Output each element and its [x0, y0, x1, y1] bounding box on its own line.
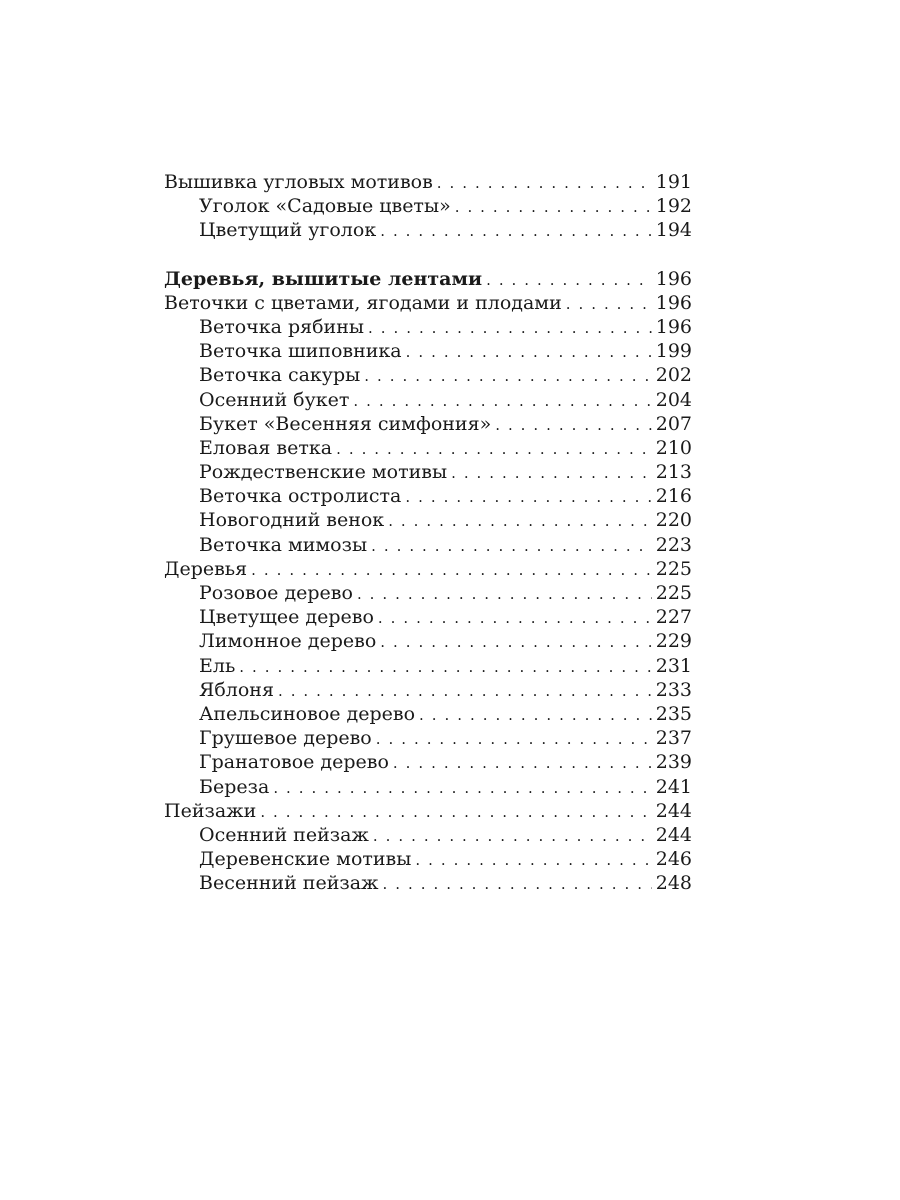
toc-entry	[164, 629, 692, 653]
toc-entry-title: Осенний пейзаж	[199, 823, 369, 846]
toc-entry	[164, 291, 692, 315]
dot-leader	[383, 872, 652, 896]
toc-entry-title: Ель	[199, 654, 236, 677]
toc-entry-title: Веточка мимозы	[199, 533, 368, 556]
toc-entry-page: 227	[655, 606, 692, 629]
toc-entry-title: Новогодний венок	[199, 509, 385, 532]
dot-leader	[239, 655, 651, 679]
toc-entry-title: Деревья, вышитые лентами	[164, 267, 483, 290]
toc-entry	[164, 460, 692, 484]
table-of-contents	[164, 170, 692, 895]
dot-leader	[486, 268, 652, 292]
toc-entry-page: 202	[655, 364, 692, 387]
toc-entry-page: 196	[655, 291, 692, 314]
toc-entry	[164, 678, 692, 702]
toc-entry	[164, 412, 692, 436]
dot-leader	[419, 703, 652, 727]
dot-leader	[273, 776, 651, 800]
toc-entry	[164, 871, 692, 895]
toc-entry-title: Цветущий уголок	[199, 219, 377, 242]
toc-entry-title: Цветущее дерево	[199, 606, 374, 629]
toc-entry-page: 231	[655, 654, 692, 677]
toc-section-heading	[164, 267, 692, 291]
toc-entry	[164, 726, 692, 750]
dot-leader	[278, 679, 652, 703]
toc-entry-page: 244	[655, 799, 692, 822]
toc-entry	[164, 581, 692, 605]
toc-entry-page: 220	[655, 509, 692, 532]
toc-entry-page: 196	[655, 315, 692, 338]
toc-entry-page: 191	[655, 171, 692, 193]
toc-entry	[164, 363, 692, 387]
dot-leader	[364, 364, 651, 388]
toc-entry-page: 244	[655, 823, 692, 846]
dot-leader	[455, 195, 652, 219]
dot-leader	[451, 461, 652, 485]
toc-entry-title: Уголок «Садовые цветы»	[199, 195, 451, 218]
dot-leader	[405, 485, 651, 509]
dot-leader	[376, 727, 652, 751]
toc-entry-title: Еловая ветка	[199, 436, 333, 459]
toc-entry-title: Деревья	[164, 557, 248, 580]
dot-leader	[371, 534, 652, 558]
toc-entry	[164, 484, 692, 508]
toc-entry-title: Веточки с цветами, ягодами и плодами	[164, 291, 562, 314]
dot-leader	[373, 824, 652, 848]
toc-entry	[164, 315, 692, 339]
dot-leader	[393, 751, 652, 775]
toc-entry-page: 199	[655, 340, 692, 363]
toc-entry-page: 192	[655, 195, 692, 218]
toc-entry	[164, 799, 692, 823]
toc-entry-title: Гранатовое дерево	[199, 751, 389, 774]
toc-entry-title: Веточка сакуры	[199, 364, 361, 387]
toc-entry-title: Веточка рябины	[199, 315, 364, 338]
toc-entry-page: 210	[655, 436, 692, 459]
dot-leader	[415, 848, 651, 872]
toc-entry	[164, 557, 692, 581]
toc-entry	[164, 702, 692, 726]
toc-entry-title: Рождественские мотивы	[199, 461, 448, 484]
toc-entry	[164, 654, 692, 678]
toc-entry-page: 233	[655, 678, 692, 701]
toc-entry	[164, 170, 692, 194]
toc-entry-page: 235	[655, 702, 692, 725]
toc-entry-title: Розовое дерево	[199, 582, 353, 604]
toc-entry-title: Пейзажи	[164, 799, 257, 822]
toc-entry-page: 207	[655, 412, 692, 435]
dot-leader	[260, 800, 651, 824]
toc-entry-page: 229	[655, 630, 692, 653]
dot-leader	[353, 389, 651, 413]
toc-entry	[164, 750, 692, 774]
toc-entry-page: 196	[655, 267, 692, 290]
toc-entry	[164, 823, 692, 847]
toc-entry-title: Лимонное дерево	[199, 630, 377, 653]
dot-leader	[437, 171, 652, 195]
toc-entry-page: 239	[655, 751, 692, 774]
toc-entry	[164, 339, 692, 363]
toc-entry-title: Букет «Весенняя симфония»	[199, 412, 492, 435]
toc-entry	[164, 775, 692, 799]
toc-entry-title: Грушевое дерево	[199, 727, 372, 750]
toc-entry-page: 225	[655, 582, 692, 604]
toc-entry-page: 225	[655, 557, 692, 580]
dot-leader	[368, 316, 652, 340]
toc-entry-title: Апельсиновое дерево	[199, 702, 416, 725]
toc-entry-page: 204	[655, 388, 692, 411]
toc-entry	[164, 218, 692, 242]
dot-leader	[388, 509, 652, 533]
toc-entry	[164, 508, 692, 532]
dot-leader	[378, 606, 652, 630]
toc-entry-title: Веточка остролиста	[199, 485, 402, 508]
toc-entry	[164, 847, 692, 871]
dot-leader	[251, 558, 652, 582]
toc-entry-page: 213	[655, 461, 692, 484]
dot-leader	[566, 292, 652, 316]
toc-entry-title: Яблоня	[199, 678, 274, 701]
dot-leader	[406, 340, 652, 364]
dot-leader	[357, 582, 652, 606]
toc-entry-title: Береза	[199, 775, 270, 798]
toc-entry-page: 237	[655, 727, 692, 750]
dot-leader	[495, 413, 652, 437]
toc-entry-page: 223	[655, 533, 692, 556]
toc-entry-title: Весенний пейзаж	[199, 872, 379, 895]
toc-entry-page: 248	[655, 872, 692, 895]
toc-entry	[164, 194, 692, 218]
toc-entry-title: Деревенские мотивы	[199, 848, 412, 871]
toc-entry	[164, 436, 692, 460]
dot-leader	[380, 219, 652, 243]
toc-entry-title: Осенний букет	[199, 388, 350, 411]
toc-entry-page: 241	[655, 775, 692, 798]
toc-entry-page: 246	[655, 848, 692, 871]
toc-entry	[164, 533, 692, 557]
toc-entry	[164, 388, 692, 412]
dot-leader	[380, 630, 651, 654]
toc-entry-title: Веточка шиповника	[199, 340, 402, 363]
toc-entry-page: 216	[655, 485, 692, 508]
dot-leader	[336, 437, 652, 461]
toc-entry-title: Вышивка угловых мотивов	[164, 171, 433, 193]
toc-entry	[164, 605, 692, 629]
toc-entry-page: 194	[655, 219, 692, 242]
